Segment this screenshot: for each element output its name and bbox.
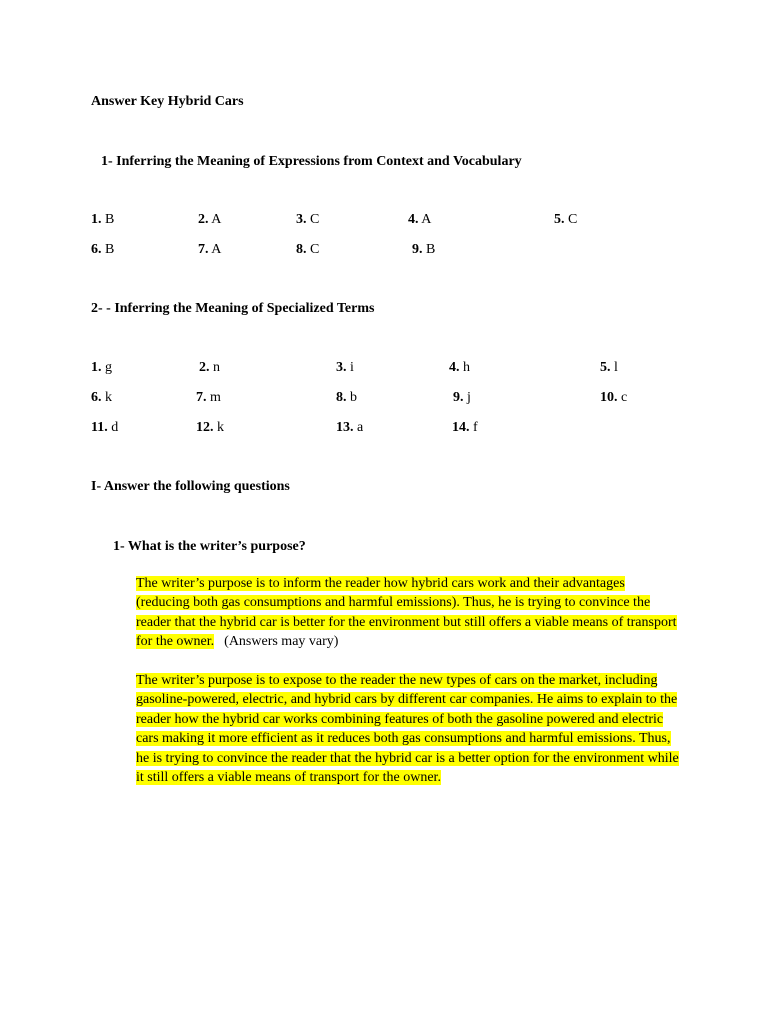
answer-item: 8. b xyxy=(336,390,357,405)
answer-item: 2. A xyxy=(198,212,222,227)
answer-item: 7. m xyxy=(196,390,221,405)
answer-item: 4. A xyxy=(408,212,432,227)
answer-item: 5. C xyxy=(554,212,578,227)
answer-note: (Answers may vary) xyxy=(224,634,339,650)
section-2-heading: 2- - Inferring the Meaning of Specialized Terms xyxy=(91,301,375,316)
answer-item: 14. f xyxy=(452,420,478,435)
answer-item: 12. k xyxy=(196,420,224,435)
answer-item: 13. a xyxy=(336,420,364,435)
answer-item: 7. A xyxy=(198,242,222,257)
answer-item: 1. B xyxy=(91,212,115,227)
answer-item: 11. d xyxy=(91,420,119,435)
answer-item: 2. n xyxy=(199,360,220,375)
answer-item: 10. c xyxy=(600,390,628,405)
answer-item: 3. i xyxy=(336,360,354,375)
section-3-heading: I- Answer the following questions xyxy=(91,479,290,494)
answer-paragraph-2 xyxy=(136,671,681,787)
highlighted-answer-text: The writer’s purpose is to inform the reader how hybrid cars work and their advantages (reducing both gas consumptions and harmful emissions). Thus, he is trying to convince the reader that the hybrid car is better for the environment but still offers a viable means of transport for the owner. xyxy=(136,576,677,650)
answer-item: 9. j xyxy=(453,390,471,405)
document-title: Answer Key Hybrid Cars xyxy=(91,94,244,109)
answer-item: 3. C xyxy=(296,212,320,227)
answer-paragraph-1 xyxy=(136,574,681,652)
answer-item: 4. h xyxy=(449,360,470,375)
answer-item: 5. l xyxy=(600,360,618,375)
answer-item: 8. C xyxy=(296,242,320,257)
question-heading: 1- What is the writer’s purpose? xyxy=(113,539,306,554)
answer-item: 1. g xyxy=(91,360,112,375)
answer-item: 6. B xyxy=(91,242,115,257)
highlighted-answer-text: The writer’s purpose is to expose to the reader the new types of cars on the market, including gasoline-powered, electric, and hybrid cars by different car companies. He aims to explain to the reader how the hybrid car works combining features of both the gasoline powered and electric cars making it more efficient as it reduces both gas consumptions and harmful emissions. Thus, he is trying to convince the reader that the hybrid car is a better option for the environment while it still offers a viable means of transport for the owner. xyxy=(136,673,679,786)
section-1-heading: 1- Inferring the Meaning of Expressions from Context and Vocabulary xyxy=(101,154,522,169)
answer-item: 9. B xyxy=(412,242,436,257)
answer-item: 6. k xyxy=(91,390,112,405)
